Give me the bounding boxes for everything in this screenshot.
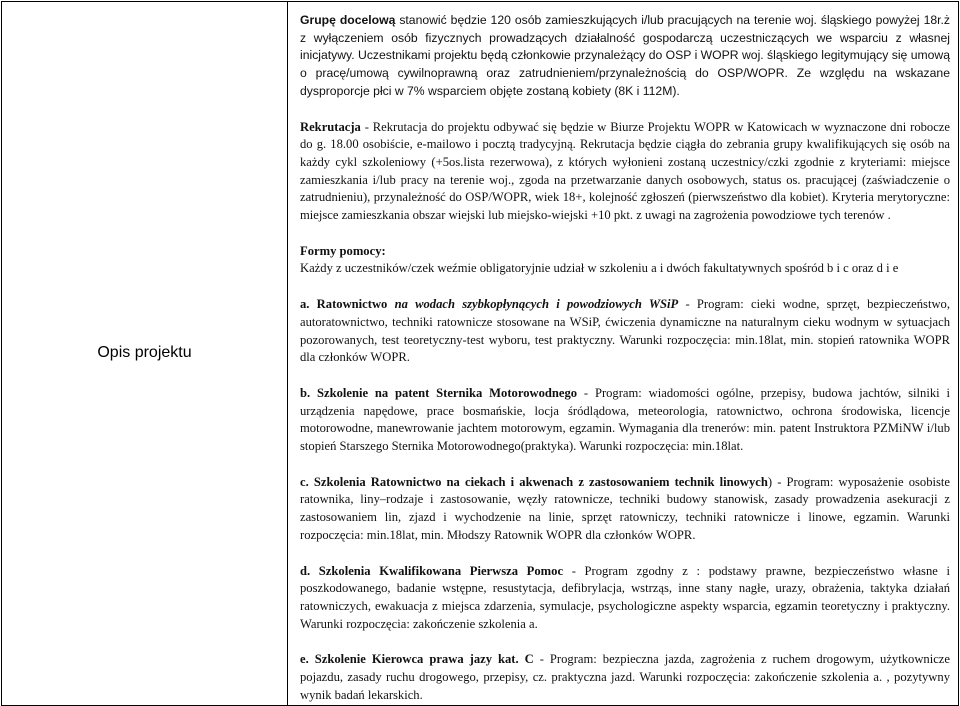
item-a-text: - Program: cieki wodne, sprzęt, bezpieczeństwo, autoratownictwo, techniki ratownicze stosowane na WSiP, ćwiczenia dynamiczne na naturalnym cieku wodnym w sytuacjach pozorowanych, test teoretyczny-test wyboru, test praktyczny. Warunki rozpoczęcia: min.18lat, min. stopień ratownika WOPR dla członków WOPR. (300, 297, 950, 365)
item-b-text: - Program: wiadomości ogólne, przepisy, budowa jachtów, silniki i urządzenia napędowe, prace bosmańskie, locja śródlądowa, meteorologia, ratownictwo, ochrona środowiska, licencje motorowodne, manewrowanie jachtem motorowym, egzamin. Wymagania dla trenerów: min. patent Instruktora PZMiNW i/lub stopień Starszego Sternika Motorowodnego(praktyka). Warunki rozpoczęcia: min.18lat. (300, 385, 950, 454)
item-a-title: a. Ratownictwo (300, 297, 395, 312)
target-group-paragraph (300, 12, 950, 101)
target-group-heading: Grupę docelową (300, 13, 396, 27)
item-d-title: d. Szkolenia Kwalifikowana Pierwsza Pomoc (300, 563, 564, 578)
project-description-table (1, 1, 959, 706)
forms-intro: Każdy z uczestników/czek weźmie obligatoryjnie udział w szkoleniu a i dwóch fakultatywnych spośród b i c oraz d i e (300, 261, 899, 276)
project-description-content (288, 2, 959, 706)
recruitment-text: - Rekrutacja do projektu odbywać się będzie w Biurze Projektu WOPR w Katowicach w wyznaczone dni robocze do g. 18.00 osobiście, e-mailowo i pocztą tradycyjną. Rekrutacja będzie ciągła do zebrania grupy kwalifikujących się osób na każdy cykl szkoleniowy (+5os.lista rezerwowa), z których wyłonieni zostaną uczestnicy/czki zgodnie z kryteriami: miejsce zamieszkania i/lub pracy na terenie woj., zgoda na przetwarzanie danych osobowych, status os. pracującej (zaświadczenie o zatrudnieniu), przynależność do OSP/WOPR, wiek 18+, kolejność zgłoszeń (pierwszeństwo dla kobiet). Kryteria merytoryczne: miejsce zamieszkania obszar wiejski lub miejsko-wiejski +10 pkt. z uwagi na zagrożenia powodziowe tych terenów . (300, 119, 950, 223)
item-b (300, 385, 950, 456)
item-e (300, 651, 950, 704)
item-b-title: b. Szkolenie na patent Sternika Motorowodnego (300, 385, 578, 400)
target-group-text: stanowić będzie 120 osób zamieszkujących i/lub pracujących na terenie woj. śląskiego powyżej 18r.ż z wyłączeniem osób fizycznych prowadzących działalność gospodarczą uczestniczących we wsparciu z własnej inicjatywy. Uczestnikami projektu będą członkowie przynależący do OSP i WOPR woj. śląskiego legitymujący się umową o pracę/umową cywilnoprawną oraz zatrudnieniem/przynależnością do OSP/WOPR. Ze względu na wskazane dysproporcje płci w 7% wsparciem objęte zostaną kobiety (8K i 112M). (300, 13, 951, 98)
item-e-text: - Program: bezpieczna jazda, zagrożenia z ruchem drogowym, użytkownicze pojazdu, zasady ruchu drogowego, przepisy, cz. praktyczna jazd. Warunki rozpoczęcia: zakończenie szkolenia a. , pozytywny wynik badań lekarskich. (300, 652, 950, 702)
item-c (300, 474, 950, 545)
forms-heading: Formy pomocy: (300, 243, 386, 258)
item-a (300, 296, 950, 367)
recruitment-heading: Rekrutacja (300, 119, 361, 134)
item-e-title: e. Szkolenie Kierowca prawa jazy kat. C (300, 652, 534, 667)
project-description-row (2, 2, 959, 706)
item-d (300, 563, 950, 634)
item-c-title: c. Szkolenia Ratownictwo na ciekach i akwenach z zastosowaniem technik linowych (300, 474, 768, 489)
item-c-text: ) - Program: wyposażenie osobiste ratownika, liny–rodzaje i zastosowanie, węzły ratownicze, techniki budowy stanowisk, zasady prowadzenia asekuracji z zastosowaniem lin, zjazd i wychodzenie na linie, sprzęt ratowniczy, techniki ratownicze i linowe, egzamin. Warunki rozpoczęcia: min.18lat, min. Młodszy Ratownik WOPR dla członków WOPR. (300, 474, 950, 542)
item-a-emphasis: na wodach szybkopłynących i powodziowych WSiP (394, 297, 679, 312)
item-d-text: - Program zgodny z : podstawy prawne, bezpieczeństwo własne i poszkodowanego, badanie wstępne, resustytacja, defibrylacja, wstrząs, inne stany nagłe, urazy, obrażenia, taktyka działań ratowniczych, ewakuacja z miejsca zdarzenia, symulacje, psychologiczne aspekty wsparcia, egzamin teoretyczny i praktyczny. Warunki rozpoczęcia: zakończenie szkolenia a. (300, 563, 950, 631)
recruitment-paragraph (300, 119, 950, 225)
row-label: Opis projektu (2, 2, 288, 706)
